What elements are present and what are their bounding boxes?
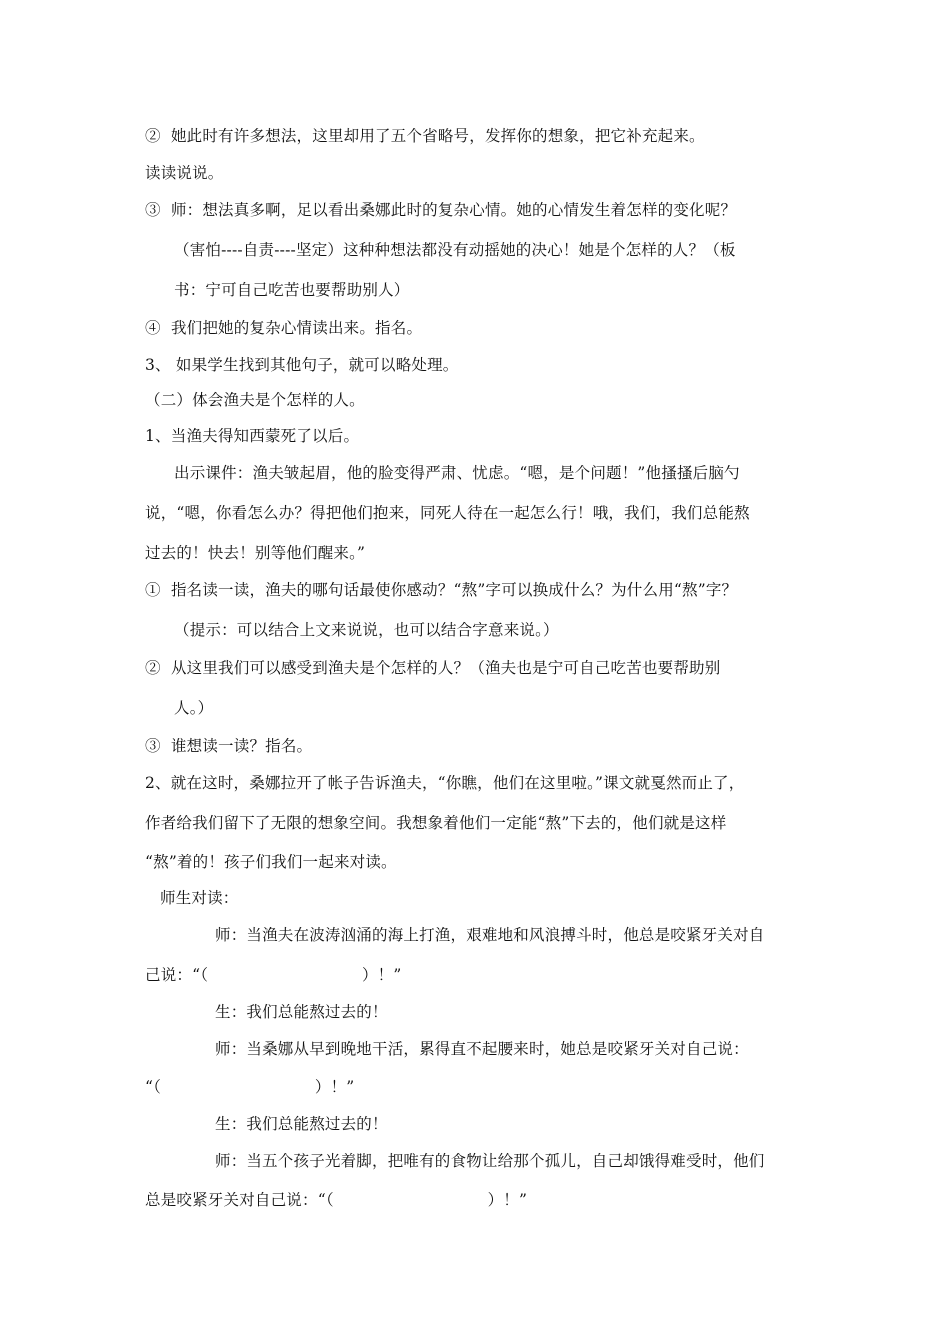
text-line: 师：当五个孩子光着脚，把唯有的食物让给那个孤儿，自己却饿得难受时，他们 [215,1152,765,1170]
text-line: ③ 谁想读一读？指名。 [145,737,313,755]
text-line: 2、就在这时，桑娜拉开了帐子告诉渔夫，“你瞧，他们在这里啦。”课文就戛然而止了， [145,774,745,792]
text-line: 总是咬紧牙关对自己说：“（ ）！” [145,1191,528,1209]
text-line: “（ ）！” [145,1078,355,1096]
text-line: ④ 我们把她的复杂心情读出来。指名。 [145,319,423,337]
text-line: 师：当渔夫在波涛汹涌的海上打渔，艰难地和风浪搏斗时，他总是咬紧牙关对自 [215,926,765,944]
text-line: 生：我们总能熬过去的！ [215,1003,388,1021]
text-line: 1、当渔夫得知西蒙死了以后。 [145,427,360,445]
text-line: “熬”着的！孩子们我们一起来对读。 [145,853,397,871]
text-line: 生：我们总能熬过去的！ [215,1115,388,1133]
text-line: ① 指名读一读，渔夫的哪句话最使你感动？“熬”字可以换成什么？为什么用“熬”字？ [145,581,738,599]
text-line: 读读说说。 [145,164,224,182]
text-line: 出示课件：渔夫皱起眉，他的脸变得严肃、忧虑。“嗯，是个问题！”他搔搔后脑勺 [174,464,740,482]
text-line: 师：当桑娜从早到晚地干活，累得直不起腰来时，她总是咬紧牙关对自己说： [215,1040,749,1058]
text-line: ② 她此时有许多想法，这里却用了五个省略号，发挥你的想象，把它补充起来。 [145,127,705,145]
text-line: （提示：可以结合上文来说说，也可以结合字意来说。） [174,621,559,639]
text-line: ② 从这里我们可以感受到渔夫是个怎样的人？（渔夫也是宁可自己吃苦也要帮助别 [145,659,721,677]
text-line: 人。） [174,699,214,717]
text-line: 己说：“（ ）！” [145,966,402,984]
text-line: 书：宁可自己吃苦也要帮助别人） [174,281,410,299]
text-line: 过去的！快去！别等他们醒来。” [145,544,366,562]
text-line: ③ 师：想法真多啊，足以看出桑娜此时的复杂心情。她的心情发生着怎样的变化呢？ [145,201,737,219]
text-line: 3、 如果学生找到其他句子，就可以略处理。 [145,356,459,374]
text-line: 说，“嗯，你看怎么办？得把他们抱来，同死人待在一起怎么行！哦，我们，我们总能熬 [145,504,750,522]
text-line: 师生对读： [160,889,239,907]
text-line: 作者给我们留下了无限的想象空间。我想象着他们一定能“熬”下去的，他们就是这样 [145,814,727,832]
text-line: （害怕----自责----坚定）这种种想法都没有动摇她的决心！她是个怎样的人？（板 [174,241,736,259]
section-heading: （二）体会渔夫是个怎样的人。 [145,391,365,409]
